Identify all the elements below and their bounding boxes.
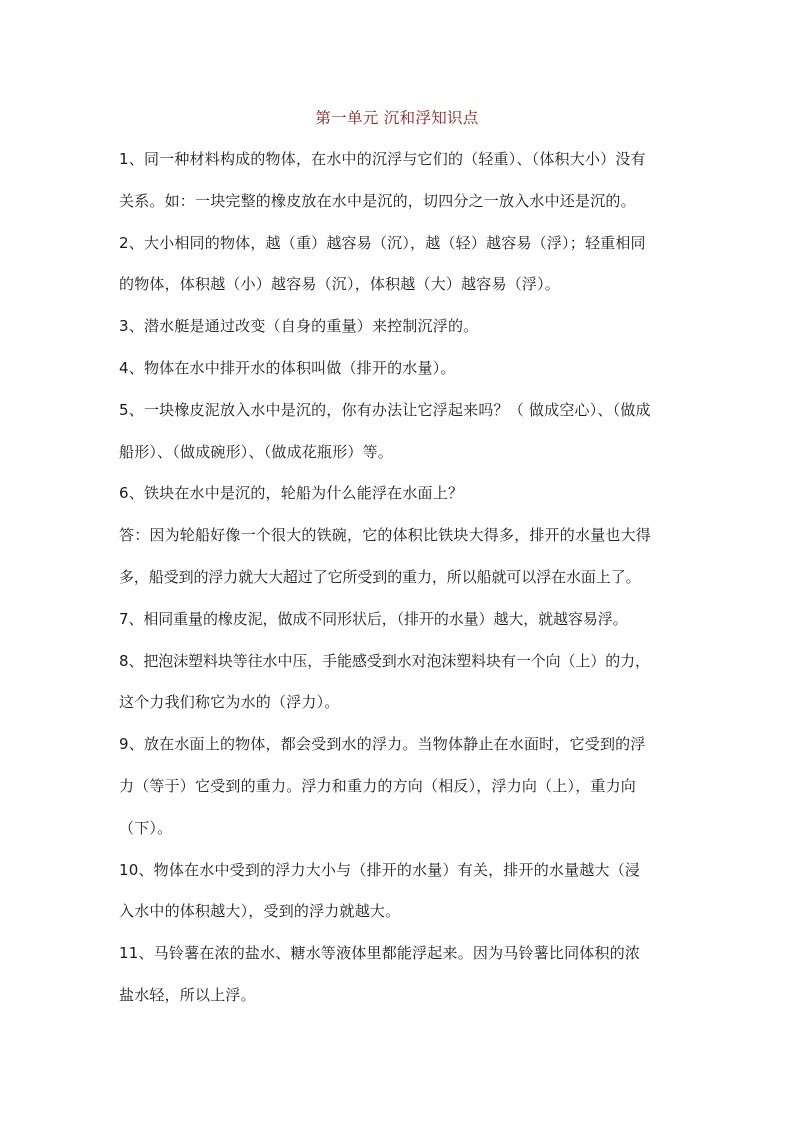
text-line: （下）。 <box>119 819 173 837</box>
text-line: 船形）、（做成碗形）、（做成花瓶形）等。 <box>119 443 394 461</box>
document-title: 第一单元 沉和浮知识点 <box>315 109 479 127</box>
text-line: 5、一块橡皮泥放入水中是沉的，你有办法让它浮起来吗？（ 做成空心）、（做成 <box>119 401 651 419</box>
text-line: 2、大小相同的物体，越（重）越容易（沉），越（轻）越容易（浮）；轻重相同 <box>119 234 646 252</box>
text-line: 10、物体在水中受到的浮力大小与（排开的水量）有关，排开的水量越大（浸 <box>119 861 641 879</box>
text-line: 9、放在水面上的物体，都会受到水的浮力。当物体静止在水面时，它受到的浮 <box>119 735 646 753</box>
text-line: 8、把泡沫塑料块等往水中压，手能感受到水对泡沫塑料块有一个向（上）的力， <box>119 652 650 670</box>
text-line: 这个力我们称它为水的（浮力）。 <box>119 693 340 711</box>
text-line: 入水中的体积越大），受到的浮力就越大。 <box>119 902 401 920</box>
text-line: 的物体，体积越（小）越容易（沉），体积越（大）越容易（浮）。 <box>119 275 561 293</box>
text-line: 力（等于）它受到的重力。浮力和重力的方向（相反），浮力向（上），重力向 <box>119 777 637 795</box>
text-line: 多，船受到的浮力就大大超过了它所受到的重力，所以船就可以浮在水面上了。 <box>119 568 641 586</box>
text-line: 4、物体在水中排开水的体积叫做（排开的水量）。 <box>119 359 456 377</box>
text-line: 11、马铃薯在浓的盐水、糖水等液体里都能浮起来。因为马铃薯比同体积的浓 <box>119 944 641 962</box>
text-line: 答：因为轮船好像一个很大的铁碗，它的体积比铁块大得多，排开的水量也大得 <box>119 526 652 544</box>
text-line: 1、同一种材料构成的物体，在水中的沉浮与它们的（轻重）、（体积大小）没有 <box>119 150 646 168</box>
text-line: 7、相同重量的橡皮泥，做成不同形状后，（排开的水量）越大，就越容易浮。 <box>119 610 628 628</box>
text-line: 3、潜水艇是通过改变（自身的重量）来控制沉浮的。 <box>119 317 479 335</box>
text-line: 盐水轻，所以上浮。 <box>119 986 256 1004</box>
text-line: 关系。如：一块完整的橡皮放在水中是沉的，切四分之一放入水中还是沉的。 <box>119 192 636 210</box>
text-line: 6、铁块在水中是沉的，轮船为什么能浮在水面上？ <box>119 484 464 502</box>
